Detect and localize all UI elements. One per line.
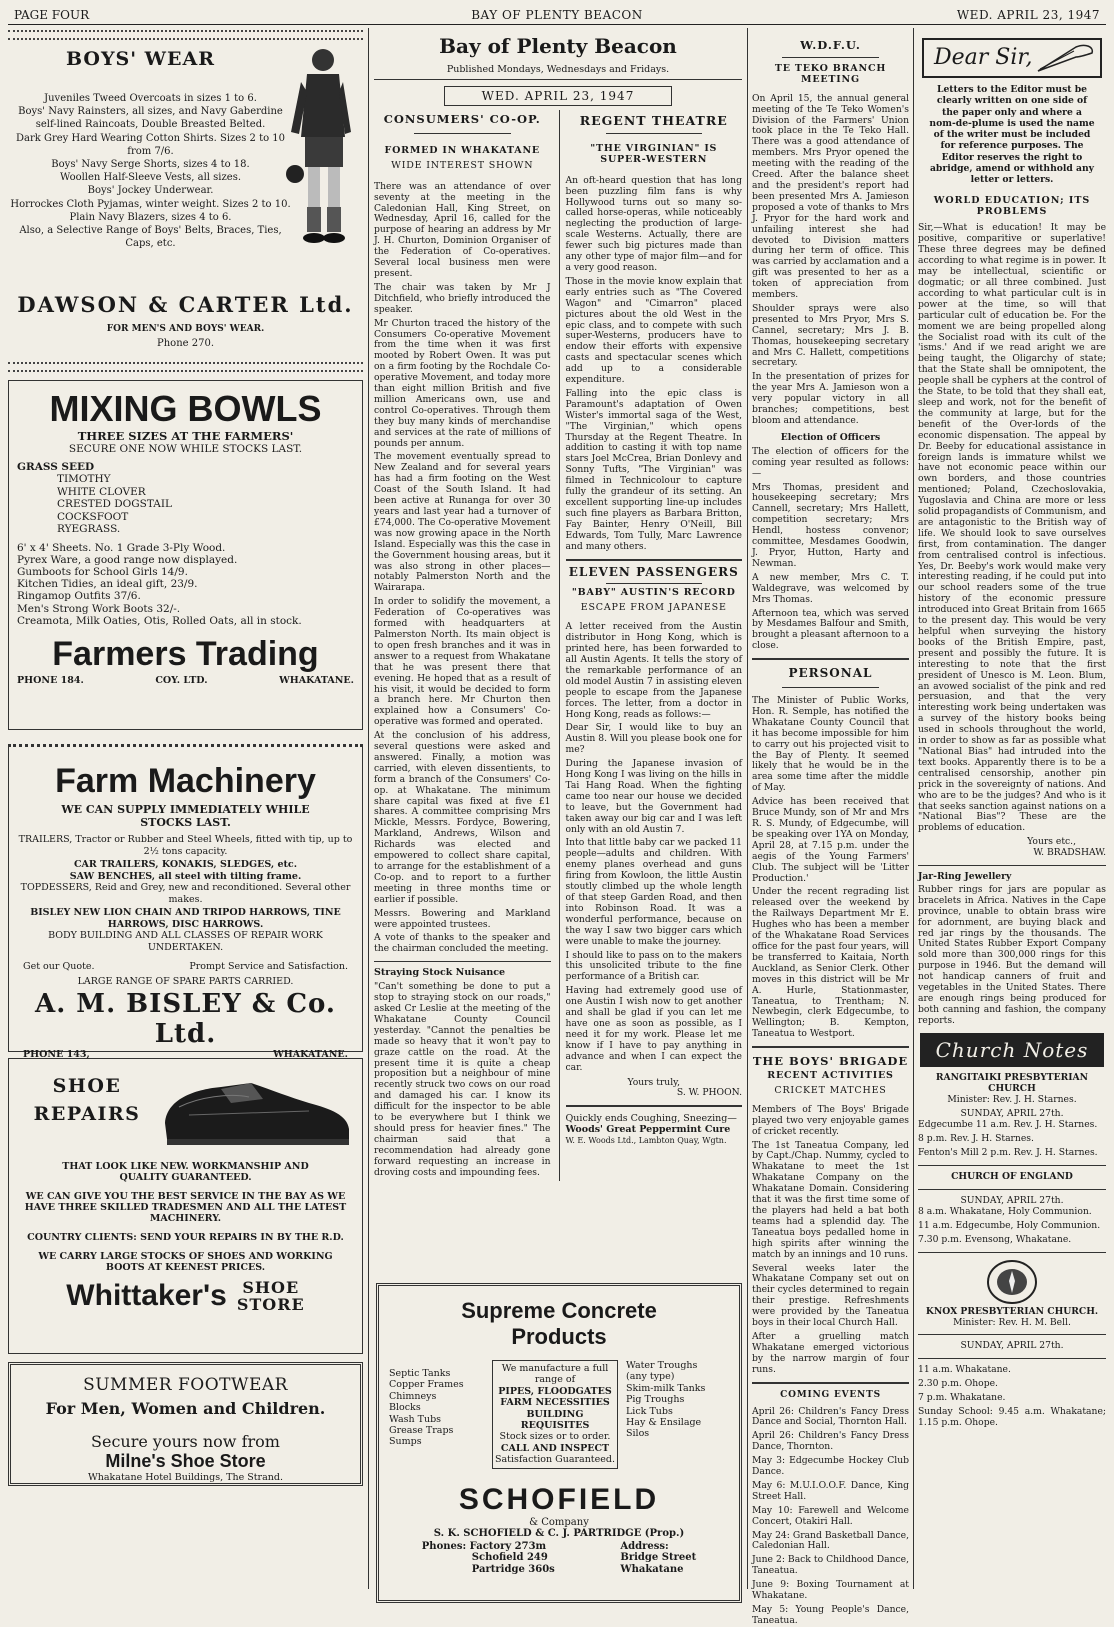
article-headline: REGENT THEATRE: [579, 113, 728, 128]
bisley-logo: A. M. BISLEY & Co. Ltd.: [35, 989, 336, 1049]
product-item: Grease Traps: [389, 1425, 454, 1437]
boy-figure-illustration: [285, 42, 357, 262]
schofield-address: [620, 1541, 696, 1576]
shoe-icon: [159, 1067, 354, 1157]
summer-subtitle: For Men, Women and Children.: [45, 1399, 326, 1418]
border-dots: [8, 362, 363, 372]
article-paragraph: Into that little baby car we packed 11 people—adults and children. With enemy planes overhead and guns firing from Kowloon, the little Austin stoutly climbed up the whole length of that steep Garden Road, and then into Robinson Road. It was a wonderful performance, because on the way I saw two bigger cars which were unable to make the journey.: [565, 837, 742, 947]
ad-title: BOYS' WEAR: [65, 48, 216, 70]
church-minister: Minister: Rev. H. M. Bell.: [953, 1316, 1071, 1328]
summer-title: SUMMER FOOTWEAR: [83, 1375, 288, 1395]
product-item: Water Troughs (any type): [626, 1360, 698, 1383]
item-line: Gumboots for School Girls 14/9.: [17, 565, 188, 578]
rule: [414, 133, 511, 134]
summer-footwear-ad: [8, 1362, 363, 1486]
letter-body: Sir,—What is education! It may be positive, comparitive or superlative! These three degrees may be defined according to what regime is in power. It may be intellectual, scientific or dogmatic; or all three combined. Just according to what particular cult is in power at the time, so will that particular cult of education be. For the moment we are being propelled along the Socialist road with its cult of the 'isms.' And if we read aright we are being taught, the Oligarchy of state; that the State shall be omnipotent, the people shall be cyphers at the control of the State, to be told that they shall eat, sleep and work, not for the benefit of the community at large, but for the benefit of the Over-lords of the economic dispensation. The appeal by Dr. Beeby for educational assistance in foreign lands is immature whilst we have not economic peace within our own borders, and those countries mentioned; Poland, Czechoslovakia, Yugoslavia and China are more or less solid propagandists of Communism, and are antagonistic to the British way of life. We should look to save ourselves first, from contamination. The danger from centralised control is infectious. Yes, Dr. Beeby's work would make very interesting reading, if he could put into our school readers some of the true history of the economic pressure introduced into Great Britain from 1665 to the present day. This would be very helpful when surveying the history books of the British Empire, past, present and possibly the future. It is interesting to note that the first president of Unesco is M. Leon. Blum, an avowed socialist of the pink and red persuasion, and that the very interesting work being undertaken was a survey of the history books being used in schools throughout the world, in order to show as far as possible what "National Bias" had intruded into the text books. Apparently there is to be a centralised censorship, another pin prick in the sovereignty of nations. And who are to be the judges? And who is it that seeks sanction against nations on a "National Bias"? These are the problems of education.: [918, 222, 1106, 834]
item-line: Dark Grey Hard Wearing Cotton Shirts. Sizes 2 to 10 from 7/6.: [15, 132, 286, 157]
phone-line: Phones: Factory 273m: [421, 1540, 547, 1552]
article-paragraph: At the conclusion of his address, several questions were asked and answered. Finally, a motion was carried, with eleven dissentients, to form a branch of the Consumers' Co-op. at Whakatane. The minimum share capital was fixed at five £1 shares. A committee comprising Mrs Mickle, Messrs. Fordyce, Bowering, Markland, Andrews, Wilson and Richards was elected and empowered to collect share capital, to arrange for the establishment of a Co-op. and to report to a further meeting in three months time or earlier if possible.: [374, 730, 551, 905]
item-line: CAR TRAILERS, KONAKIS, SLEDGES, etc.: [73, 859, 298, 870]
phone-line: Schofield 249: [471, 1552, 548, 1564]
shoe-line: WE CARRY LARGE STOCKS OF SHOES AND WORKING BOOTS AT KEENEST PRICES.: [38, 1251, 333, 1273]
letter-signature: W. BRADSHAW.: [1033, 847, 1106, 859]
theatre-and-austin-column: [559, 110, 743, 1181]
farm-items: [17, 834, 354, 953]
shoe-title: SHOE: [52, 1075, 122, 1097]
dawson-carter-logo: DAWSON & CARTER Ltd.: [17, 292, 354, 317]
article-subhead: RECENT ACTIVITIES: [767, 1070, 894, 1082]
letters-church-column: [918, 28, 1106, 1589]
service-item: 7 p.m. Whakatane.: [918, 1392, 1006, 1404]
paper-nameplate: [374, 34, 742, 80]
product-item: Sumps: [389, 1436, 422, 1448]
product-item: Skim-milk Tanks: [626, 1382, 706, 1394]
article-paragraph: The movement eventually spread to New Zealand and for several years has had a firm footing on the West Coast of the South Island. It had been active at Runanga for over 30 years and last year had a turnover of £74,000. The Co-operative Movement was now growing apace in the North Island. Especially was this the case in the Government housing areas, but it was also strong in other places—notably Palmerston North and the Wairarapa.: [374, 451, 551, 594]
article-paragraph: There was an attendance of over seventy at the meeting in the Caledonian Hall, King Street, on Wednesday, April 16, called for the purpose of hearing an address by Mr J. H. Churton, Dominion Organiser of the Federation of Co-operatives. Several local business men were present.: [374, 180, 551, 279]
rule: [606, 583, 703, 584]
nameplate-date-box: [444, 86, 672, 106]
concrete-title-2: Products: [511, 1324, 607, 1349]
rule: [752, 658, 909, 660]
spare-parts-text: LARGE RANGE OF SPARE PARTS CARRIED.: [77, 976, 294, 987]
article-headline: PERSONAL: [788, 666, 873, 681]
news-subcolumns: [374, 110, 742, 1181]
boys-wear-ad: [8, 42, 363, 349]
article-paragraph: Rubber rings for jars are popular as bracelets in Africa. Natives in the Cape province, unable to obtain brass wire for adornment, are buying black and red jar rings by the thousands. The United States Rubber Export Company sold more than 300,000 rings for this purpose in 1946. But the demand will not handicap canners of fruit and vegetables in the United States. There are enough rings being produced for both canning and fashion, the company reports.: [918, 883, 1106, 1026]
item-line: Woollen Half-Sleeve Vests, all sizes.: [59, 172, 242, 184]
product-item: Hay & Ensilage Silos: [626, 1417, 702, 1440]
mixing-line: SECURE ONE NOW WHILE STOCKS LAST.: [68, 443, 303, 455]
event-item: May 6: M.U.I.O.O.F. Dance, King Street Hall.: [752, 1479, 909, 1502]
rule: [918, 865, 1106, 866]
farmers-trading-logo: Farmers Trading: [52, 634, 319, 673]
item-line: Plain Navy Blazers, sizes 4 to 6.: [69, 211, 232, 223]
product-item: Lick Tubs: [626, 1405, 673, 1417]
article-paragraph: I should like to pass on to the makers this unsolicited tribute to the fine performance of a British car.: [565, 949, 742, 983]
concrete-left-list: [389, 1360, 484, 1469]
item-line: Men's Strong Work Boots 32/-.: [17, 602, 181, 615]
events-headline: COMING EVENTS: [780, 1389, 881, 1400]
article-paragraph: In the presentation of prizes for the year Mrs A. Jamieson won a very popular victory in all branches; competitions, best bloom and attendance.: [752, 371, 909, 426]
shoe-line: THAT LOOK LIKE NEW. WORKMANSHIP AND QUALITY GUARANTEED.: [62, 1161, 309, 1183]
article-subhead: TE TEKO BRANCH MEETING: [774, 62, 887, 85]
schofield-company: & Company: [529, 1516, 589, 1528]
product-item: FARM NECESSITIES: [500, 1397, 610, 1409]
events-list: [752, 1407, 909, 1627]
event-item: June 9: Boxing Tournament at Whakatane.: [752, 1579, 909, 1602]
church-heading: CHURCH OF ENGLAND: [951, 1171, 1073, 1183]
church-minister: Minister: Rev. J. H. Starnes.: [947, 1093, 1077, 1105]
rule: [782, 687, 879, 688]
item-line: SAW BENCHES, all steel with tilting frame.: [69, 870, 302, 882]
shoe-store-word: SHOE: [242, 1278, 300, 1297]
event-item: May 5: Young People's Dance, Taneatua.: [752, 1604, 909, 1626]
item-line: Also, a Selective Range of Boys' Belts, Braces, Ties, Caps, etc.: [19, 225, 282, 250]
article-subhead: Election of Officers: [780, 431, 881, 443]
product-item: Wash Tubs: [389, 1413, 442, 1425]
service-item: 7.30 p.m. Evensong, Whakatane.: [918, 1233, 1072, 1245]
dear-sir-text: Dear Sir,: [934, 44, 1033, 70]
seed-item: CRESTED DOGSTAIL: [57, 498, 172, 510]
article-subhead: WIDE INTEREST SHOWN: [391, 159, 534, 171]
article-subhead: FORMED IN WHAKATANE: [384, 144, 540, 156]
item-line: Ringamop Outfits 37/6.: [17, 590, 141, 603]
article-headline: W.D.F.U.: [800, 38, 861, 52]
product-item: We manufacture a full range of: [501, 1363, 609, 1386]
seed-item: COCKSFOOT: [57, 510, 129, 523]
ads-column: [8, 28, 363, 1589]
schofield-contacts: [389, 1541, 729, 1576]
bisley-town: WHAKATANE.: [273, 1049, 348, 1060]
item-line: Boys' Navy Rainsters, all sizes, and Navy Gaberdine self-lined Raincoats, Double Breasted Belted.: [18, 106, 283, 131]
item-line: Boys' Jockey Underwear.: [87, 185, 214, 197]
concrete-right-list: [626, 1360, 721, 1469]
letter-headline: WORLD EDUCATION; ITS PROBLEMS: [933, 194, 1091, 217]
column-rule: [747, 28, 748, 1589]
service-item: 11 a.m. Edgecumbe, Holy Communion.: [918, 1219, 1101, 1231]
rule: [918, 1189, 1106, 1190]
stock-headline: Straying Stock Nuisance: [374, 967, 506, 979]
article-paragraph: Shoulder sprays were also presented to Mrs Pryor, Mrs S. Cannel, secretary; Mrs J. B. Thomas, housekeeping secretary and Mrs C. Hallett, competitions secretary.: [752, 302, 909, 369]
rule: [918, 1358, 1106, 1359]
summer-line: Secure yours now from: [91, 1432, 280, 1451]
rule: [374, 961, 551, 962]
article-paragraph: Under the recent regrading list released over the weekend by the Railways Department Mr E. Hughes who has been a member of the Whakatane Road Services office for the past four years, will be transferred to Kaitaia, North Auckland, as Senior Clerk. Other moves in this district will be Mr A. Hurle, Stationmaster, Taneatua, to Trentham; N. Newbegin, clerk Edgecumbe, to Wellington; B. Kempton, Taneatua to Westport.: [752, 886, 909, 1040]
header-rule: [8, 24, 1106, 25]
jar-headline: Jar-Ring Jewellery: [918, 871, 1012, 883]
dear-sir-badge: [922, 38, 1102, 78]
milnes-logo: Milne's Shoe Store: [105, 1451, 266, 1471]
item-line: Juveniles Tweed Overcoats in sizes 1 to 6.: [44, 93, 257, 104]
nameplate-date: WED. APRIL 23, 1947: [481, 89, 635, 103]
item-line: BISLEY NEW LION CHAIN AND TRIPOD HARROWS, TINE HARROWS, DISC HARROWS.: [30, 907, 341, 930]
shoe-header: [17, 1063, 354, 1159]
product-item: Pig Troughs: [626, 1394, 685, 1406]
letter-signature: S. W. PHOON.: [676, 1087, 742, 1099]
rule: [566, 1105, 743, 1107]
ad-title: Farm Machinery: [55, 762, 316, 800]
article-paragraph: The 1st Taneatua Company, led by Capt./Chap. Nummy, cycled to Whakatane to meet the 1st Whakatane Company on the Whakatane Domain. Considering that it was the first time some of the players had held a bat both teams had a splendid day. The Taneatua boys pedalled home in high spirits after winning the match by an innings and 10 runs.: [752, 1139, 909, 1260]
grass-seed-title: GRASS SEED: [17, 461, 95, 473]
church-date: SUNDAY, APRIL 27th.: [960, 1194, 1064, 1206]
milnes-address: Whakatane Hotel Buildings, The Strand.: [88, 1472, 283, 1483]
service-item: Sunday School: 9.45 a.m. Whakatane; 1.15 p.m. Ohope.: [918, 1406, 1106, 1428]
product-item: Stock sizes or to order.: [499, 1431, 611, 1443]
farmers-coy: COY. LTD.: [155, 674, 208, 686]
woods-ad: [566, 1113, 743, 1146]
product-item: Copper Frames: [389, 1379, 464, 1391]
product-item: Blocks: [389, 1402, 421, 1414]
letter-close: Yours truly,: [627, 1076, 681, 1088]
letters-notice: Letters to the Editor must be clearly written on one side of the paper only and where a nom-de-plume is used the name of the writer must be included for reference purposes. The Editor reserves the right to abridge, amend or withhold any letter or letters.: [929, 84, 1095, 186]
product-item: PIPES, FLOODGATES: [498, 1385, 612, 1397]
article-paragraph: Having had extremely good use of one Austin I wish now to get another and shall be glad if you can let me have one as soon as possible, as I need it for my work. Please let me know if I have to pay anything in advance and when I can expect the car.: [565, 985, 742, 1073]
address-line: Whakatane: [620, 1563, 684, 1575]
article-paragraph: A vote of thanks to the speaker and the chairman concluded the meeting.: [374, 932, 551, 955]
letter-close: Yours etc.,: [1027, 836, 1076, 848]
item-line: BODY BUILDING AND ALL CLASSES OF REPAIR WORK UNDERTAKEN.: [48, 930, 323, 953]
church-crest-icon: [918, 1259, 1106, 1307]
event-item: April 26: Children's Fancy Dress Dance, Thornton.: [752, 1430, 909, 1453]
seed-item: RYEGRASS.: [57, 523, 121, 535]
shoe-repairs-ad: [8, 1058, 363, 1354]
column-rule: [368, 28, 369, 1589]
service-item: 8 a.m. Whakatane, Holy Communion.: [918, 1205, 1092, 1217]
article-headline: THE BOYS' BRIGADE: [752, 1054, 909, 1069]
schofield-props: S. K. SCHOFIELD & C. J. PARTRIDGE (Prop.): [433, 1527, 685, 1539]
church-heading: RANGITAIKI PRESBYTERIAN CHURCH: [935, 1071, 1089, 1094]
address-line: Bridge Street: [620, 1552, 697, 1564]
mixing-line: THREE SIZES AT THE FARMERS': [77, 429, 294, 443]
product-item: Chimneys: [389, 1390, 437, 1402]
rule: [752, 1046, 909, 1048]
woods-brand: Woods' Great Peppermint Cure: [565, 1124, 731, 1136]
rule: [918, 1165, 1106, 1166]
article-paragraph: On April 15, the annual general meeting of the Te Teko Women's Division of the Farmers' Union took place in the Te Teko Hall. There was a good attendance of members. Mrs Pryor opened the meeting with the reading of the Creed. After the balance sheet and the president's report had been presented Mrs A. Jamieson proposed a vote of thanks to Mrs J. Pryor for the hard work and unfailing interest she had devoted to Division matters during her term of office. This was carried by acclamation and a gift was presented to her as a token of appreciation from members.: [752, 92, 909, 301]
article-paragraph: Messrs. Bowering and Markland were appointed trustees.: [374, 907, 551, 930]
article-paragraph: "Can't something be done to put a stop to straying stock on our roads," asked Cr Leslie at the meeting of the Whakatane County Council yesterday. "Cannot the penalties be made so heavy that it won't pay to graze cattle on the road. At the present time it is quite a cheap proposition but a neighbour of mine recently struck two cows on our road and damaged his car. I know its difficult for the inspector to be able to be everywhere but I think we should press for heavier fines." The chairman said that a recommendation had already gone forward requesting an increase in droving costs and impounding fees.: [374, 981, 551, 1178]
event-item: April 26: Children's Fancy Dress Dance and Social, Thornton Hall.: [752, 1405, 909, 1428]
farmers-footer: [17, 675, 354, 686]
article-subhead: "THE VIRGINIAN" IS SUPER-WESTERN: [590, 142, 718, 165]
article-paragraph: Dear Sir, I would like to buy an Austin 8. Will you please book one for me?: [565, 722, 742, 756]
article-paragraph: An oft-heard question that has long been puzzling film fans is why Hollywood turns out so many so-called horse-operas, while noticeably neglecting the production of large-scale Westerns. Actually, there are fewer such big pictures made than any other type of major film—and for a very good reason.: [565, 174, 742, 273]
item-line: Kitchen Tidies, an ideal gift, 23/9.: [17, 578, 198, 591]
address-line: Address:: [620, 1540, 669, 1552]
ad-title: MIXING BOWLS: [49, 388, 322, 429]
concrete-columns: [389, 1360, 729, 1469]
page-header: [0, 0, 1114, 26]
repairs-title: REPAIRS: [33, 1103, 141, 1125]
schofield-logo: SCHOFIELD: [458, 1482, 660, 1516]
article-paragraph: Mrs Thomas, president and housekeeping secretary; Mrs Cannell, secretary; Mrs Hallett, competition secretary; Mrs Hendl, hostess convenor; committee, Mesdames Goodwin, J. Pryor, Hutton, Harty and Newman.: [752, 481, 909, 569]
article-headline: ELEVEN PASSENGERS: [568, 564, 739, 579]
article-paragraph: Those in the movie know explain that early entries such as "The Covered Wagon" and "Cimarron" placed pictures about the old West in the epic class, and to compete with such super-Westerns, producers have to endow their efforts with expensive casts and spectacular scenes which add up to a considerable expenditure.: [565, 275, 742, 386]
item-line: Horrockes Cloth Pyjamas, winter weight. Sizes 2 to 10.: [10, 198, 291, 210]
item-line: Creamota, Milk Oaties, Otis, Rolled Oats, all in stock.: [17, 614, 302, 627]
rule: [918, 1334, 1106, 1335]
shoe-store-word: STORE: [236, 1295, 305, 1314]
crest-icon: [986, 1259, 1038, 1305]
whittakers-logo: Whittaker's: [66, 1279, 227, 1312]
article-paragraph: Advice has been received that Bruce Mundy, son of Mr and Mrs R. S. Mundy, of Edgecumbe, will be speaking over 1YA on Monday, April 28, at 7.15 p.m. under the aegis of the Young Farmers' Club. The subject will be 'Litter Production.': [752, 796, 909, 884]
product-item: Satisfaction Guaranteed.: [495, 1454, 615, 1466]
article-paragraph: After a gruelling match Whakatane emerged victorious by the narrow margin of four runs.: [752, 1330, 909, 1375]
border-dots: [8, 30, 363, 40]
church-heading: KNOX PRESBYTERIAN CHURCH.: [925, 1305, 1099, 1317]
mixing-bowls-ad: [8, 380, 363, 730]
article-subhead: CRICKET MATCHES: [774, 1084, 887, 1096]
dawson-phone: Phone 270.: [157, 338, 214, 349]
rule: [782, 57, 879, 58]
farmers-phone: PHONE 184.: [17, 674, 84, 686]
event-item: May 10: Farewell and Welcome Concert, Otakiri Hall.: [752, 1504, 909, 1527]
header-date: WED. APRIL 23, 1947: [956, 8, 1100, 22]
news-column-2: [752, 28, 909, 1626]
rule: [752, 1382, 909, 1384]
article-paragraph: During the Japanese invasion of Hong Kong I was living on the hills in Tai Hang Road. When the fighting came too near our house we decided to leave, but the Government had taken away our big car and I was left only with an old Austin 7.: [565, 758, 742, 835]
boys-wear-items: [8, 92, 293, 250]
rule: [918, 1252, 1106, 1253]
service-item: 2.30 p.m. Ohope.: [918, 1378, 998, 1390]
article-paragraph: A letter received from the Austin distributor in Hong Kong, which is printed here, has been forwarded to all Austin Agents. It tells the story of the remarkable performance of an old model Austin 7 in assisting eleven people to escape from the Japanese forces. The letter, from a doctor in Hong Kong, reads as follows:—: [565, 621, 742, 720]
mixing-items: [17, 542, 354, 627]
rule: [606, 133, 703, 134]
shoe-line: WE CAN GIVE YOU THE BEST SERVICE IN THE BAY AS WE HAVE THREE SKILLED TRADESMEN AND ALL THE LATEST MACHINERY.: [24, 1191, 347, 1224]
quill-pen-icon: [1036, 43, 1096, 73]
product-item: CALL AND INSPECT: [500, 1442, 610, 1454]
article-paragraph: The Minister of Public Works, Hon. R. Semple, has notified the Whakatane County Council that it has become impossible for him to carry out his projected visit to the Bay of Plenty. It seemed likely that he would be in the area some time after the middle of May.: [752, 695, 909, 794]
column-rule: [913, 28, 914, 1589]
event-item: May 3: Edgecumbe Hockey Club Dance.: [752, 1455, 909, 1478]
woods-address: W. E. Woods Ltd., Lambton Quay, Wgtn.: [565, 1136, 727, 1146]
seed-item: TIMOTHY: [57, 473, 111, 485]
item-line: Pyrex Ware, a good range now displayed.: [17, 553, 238, 566]
farmers-town: WHAKATANE.: [279, 674, 354, 686]
church-notes-text: Church Notes: [935, 1037, 1089, 1062]
supreme-concrete-ad: [376, 1283, 742, 1603]
article-paragraph: The election of officers for the coming year resulted as follows:—: [752, 445, 909, 479]
rule: [566, 559, 743, 561]
article-paragraph: Afternoon tea, which was served by Mesdames Balfour and Smith, brought a pleasant afternoon to a close.: [752, 607, 909, 652]
product-item: BUILDING REQUISITES: [520, 1408, 590, 1432]
church-notes-badge: [920, 1033, 1104, 1067]
item-line: Boys' Navy Serge Shorts, sizes 4 to 18.: [51, 159, 250, 171]
item-line: TRAILERS, Tractor or Rubber and Steel Wheels, fitted with tip, up to 2½ tons capacity.: [18, 834, 353, 857]
service-item: 11 a.m. Whakatane.: [918, 1364, 1011, 1376]
product-item: Septic Tanks: [389, 1368, 451, 1379]
service-item: Fenton's Mill 2 p.m. Rev. J. H. Starnes.: [918, 1147, 1098, 1159]
nameplate-pub: Published Mondays, Wednesdays and Fridays.: [446, 64, 670, 75]
bisley-phone: PHONE 143,: [23, 1049, 90, 1060]
farm-machinery-ad: [8, 744, 363, 1060]
dawson-tagline: FOR MEN'S AND BOYS' WEAR.: [106, 324, 265, 334]
article-paragraph: Mr Churton traced the history of the Consumers Co-operative Movement from the time when it was first mooted by Robert Owen. It was put on a firm footing by the Rochdale Co-operative Movement, and today more than eight million British and five million Americans own, use and control Co-operatives. Through them they buy many kinds of merchandise and services at the rate of millions of pounds per annum.: [374, 317, 551, 449]
concrete-mid-box: [492, 1360, 618, 1469]
farm-quote-row: [17, 961, 354, 972]
shoe-store-stack: [237, 1279, 305, 1313]
item-line: TOPDESSERS, Reid and Grey, new and reconditioned. Several other makes.: [20, 882, 351, 905]
news-column-1: [374, 28, 742, 1589]
church-date: SUNDAY, APRIL 27th.: [960, 1108, 1064, 1120]
service-item: Edgecumbe 11 a.m. Rev. J. H. Starnes.: [918, 1119, 1098, 1131]
article-subhead: ESCAPE FROM JAPANESE: [580, 602, 727, 614]
farm-line: WE CAN SUPPLY IMMEDIATELY WHILE STOCKS LAST.: [61, 803, 310, 829]
nameplate-title: Bay of Plenty Beacon: [439, 34, 677, 58]
article-paragraph: In order to solidify the movement, a Federation of Co-operatives was formed with headquarters at Palmerston North. Its main object is to open fresh branches and it was in answer to a request from Whakatane that he was present there that evening. He hoped that as a result of his visit, it would be decided to form a branch here. Mr Churton then explained how a Consumers' Co-operative was formed and operated.: [374, 596, 551, 728]
article-paragraph: Several weeks later the Whakatane Company set out on their cycles determined to regain their prestige. Refreshments were provided by the Taneatua boys in their local Church Hall.: [752, 1262, 909, 1329]
article-paragraph: The chair was taken by Mr J Ditchfield, who briefly introduced the speaker.: [374, 281, 551, 315]
consumers-coop-article: [374, 110, 551, 1181]
schofield-phones: [422, 1541, 555, 1576]
article-subhead: "BABY" AUSTIN'S RECORD: [571, 587, 736, 599]
event-item: June 2: Back to Childhood Dance, Taneatua.: [752, 1554, 909, 1577]
phone-line: Partridge 360s: [471, 1563, 555, 1575]
whittakers-logo-row: [17, 1279, 354, 1313]
item-line: 6' x 4' Sheets. No. 1 Grade 3-Ply Wood.: [17, 541, 226, 554]
shoe-line: COUNTRY CLIENTS: SEND YOUR REPAIRS IN BY THE R.D.: [27, 1232, 344, 1243]
page-number: PAGE FOUR: [14, 8, 90, 22]
event-item: May 24: Grand Basketball Dance, Caledonian Hall.: [752, 1529, 909, 1552]
church-date: SUNDAY, APRIL 27th.: [960, 1340, 1064, 1352]
service-item: 8 p.m. Rev. J. H. Starnes.: [918, 1133, 1034, 1145]
get-quote-text: Get our Quote.: [23, 961, 95, 972]
service-text: Prompt Service and Satisfaction.: [189, 961, 348, 972]
seed-item: WHITE CLOVER: [57, 485, 146, 498]
woods-line: Quickly ends Coughing, Sneezing—: [565, 1113, 737, 1125]
article-headline: CONSUMERS' CO-OP.: [383, 112, 541, 126]
paper-title-header: BAY OF PLENTY BEACON: [471, 8, 643, 22]
article-paragraph: Falling into the epic class is Paramount's adaptation of Owen Wister's immortal saga of the West, "The Virginian," which opens Thursday at the Regent Theatre. In addition to casting it with top name stars Joel McCrea, Brian Donlevy and Sonny Tufts, "The Virginian" was filmed in Technicolour to capture fully the grandeur of its setting. An excellent supporting line-up includes such fine players as Barbara Britton, Fay Bainter, Henry O'Neill, Bill Edwards, Tom Tully, Marc Lawrence and many others.: [565, 387, 742, 552]
article-paragraph: A new member, Mrs C. T. Waldegrave, was welcomed by Mrs Thomas.: [752, 571, 909, 605]
seed-list: [17, 473, 354, 536]
article-paragraph: Members of The Boys' Brigade played two very enjoyable games of cricket recently.: [752, 1103, 909, 1137]
concrete-title: Supreme Concrete: [461, 1298, 657, 1323]
